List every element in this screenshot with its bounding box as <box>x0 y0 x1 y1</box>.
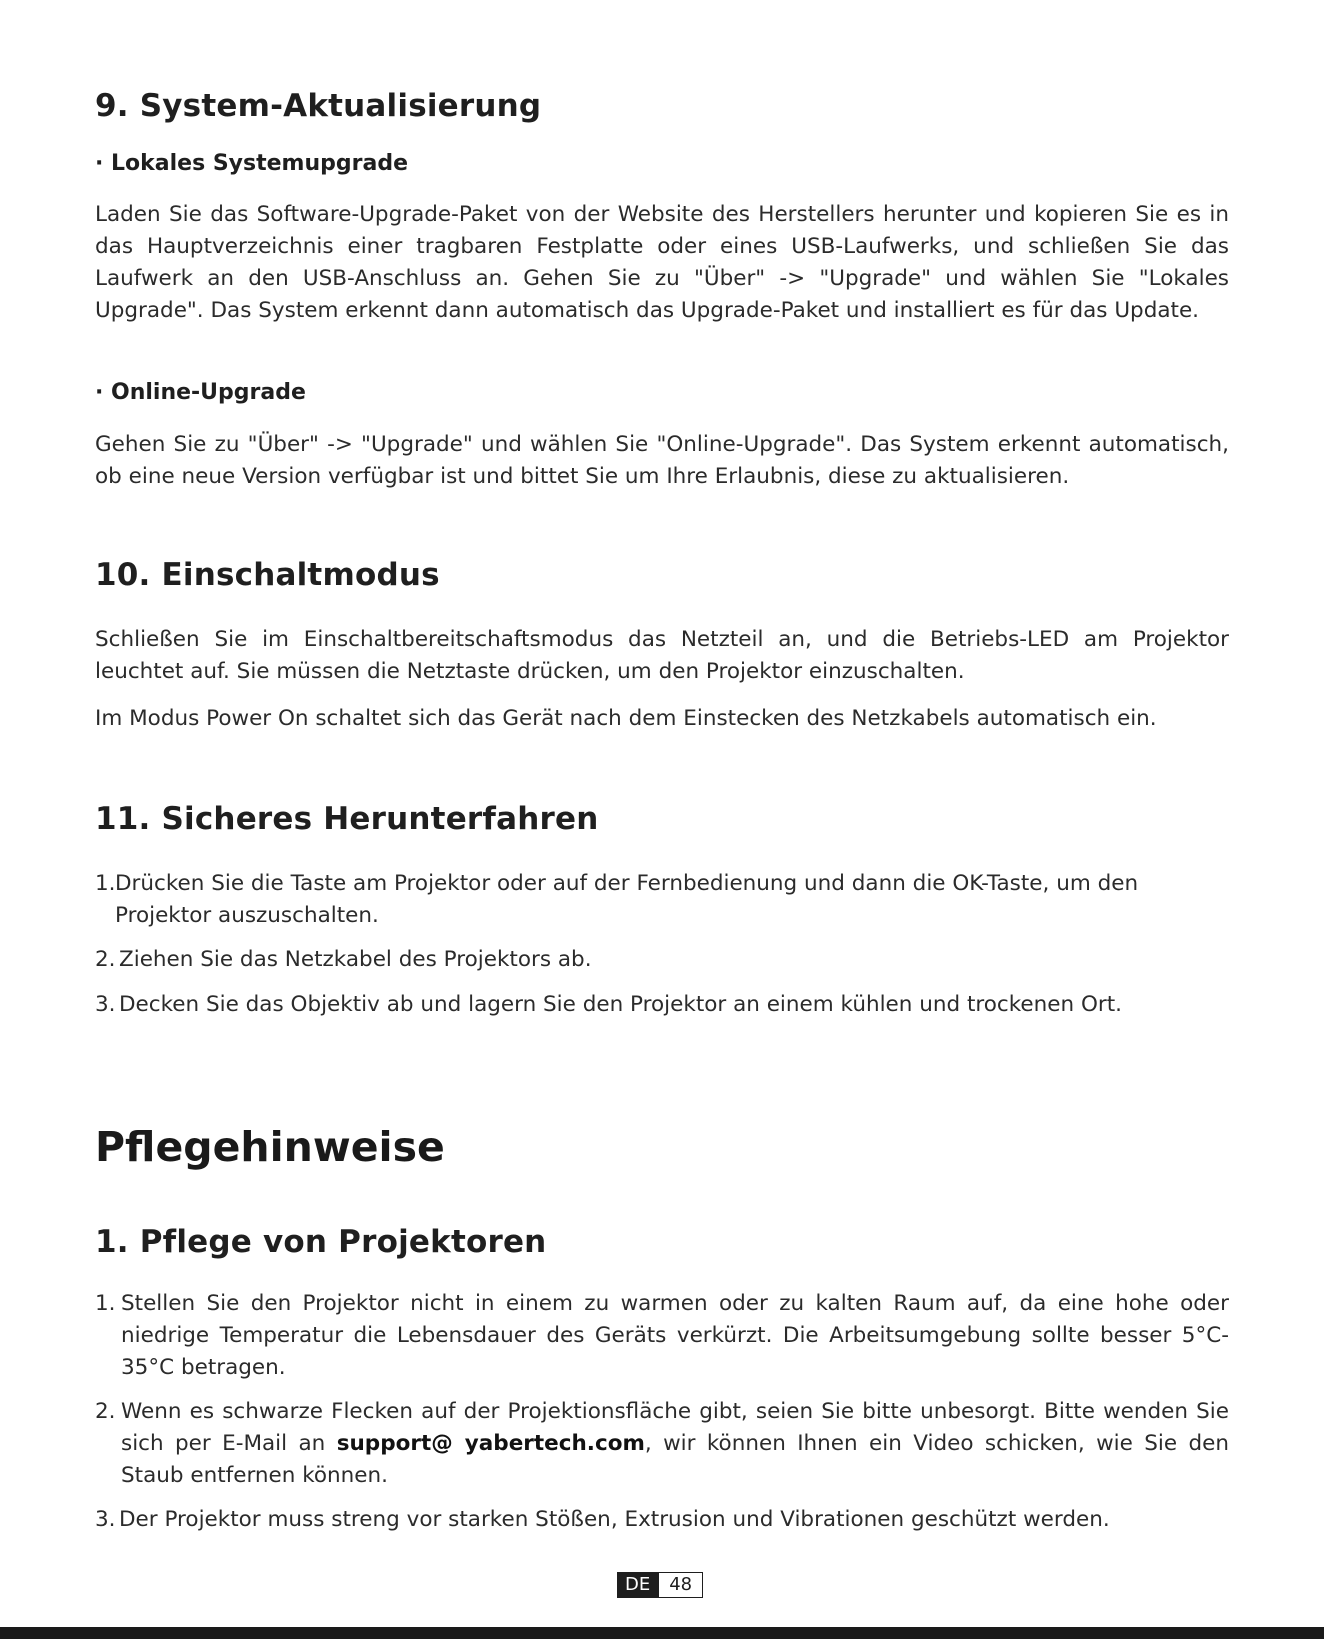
language-badge: DE <box>617 1572 658 1598</box>
power-mode-text-2: Im Modus Power On schaltet sich das Gerät nach dem Einstecken des Netzkabels automatisch ein. <box>95 706 1157 731</box>
bottom-border <box>0 1627 1324 1639</box>
list-item: 3. Decken Sie das Objektiv ab und lagern Sie den Projektor an einem kühlen und trockenen Ort. <box>95 992 1123 1017</box>
section-11-heading: 11. Sicheres Herunterfahren <box>95 801 599 837</box>
support-email-link[interactable]: support@ yabertech.com <box>336 1431 645 1456</box>
section-9-heading: 9. System-Aktualisierung <box>95 88 542 124</box>
list-item: 2. Ziehen Sie das Netzkabel des Projektors ab. <box>95 947 592 972</box>
local-upgrade-text: Laden Sie das Software-Upgrade-Paket von der Website des Herstellers herunter und kopieren Sie es in das Hauptverzeichnis einer tragbaren Festplatte oder eines USB-Laufwerks, und schließen Sie das Laufwerk an den USB-Anschluss an. Gehen Sie zu "Über" -> "Upgrade" und wählen Sie "Lokales Upgrade". Das System erkennt dann automatisch das Upgrade-Paket und installiert es für das Update. <box>95 202 1229 323</box>
page-number: 48 <box>658 1572 703 1598</box>
list-item: 1. Drücken Sie die Taste am Projektor oder auf der Fernbedienung und dann die OK-Taste, um den Projektor auszuschalten. <box>95 871 1139 928</box>
list-item: 2. Wenn es schwarze Flecken auf der Projektionsfläche gibt, seien Sie bitte unbesorgt. Bitte wenden Sie sich per E-Mail an support@ yabertech.com, wir können Ihnen ein Video schicken, wie Sie den Staub entfernen können. <box>95 1399 1229 1488</box>
local-upgrade-title: · Lokales Systemupgrade <box>95 151 409 176</box>
list-item: 3. Der Projektor muss streng vor starken Stößen, Extrusion und Vibrationen geschützt werden. <box>95 1507 1110 1532</box>
page-footer <box>617 1572 703 1598</box>
care-list <box>95 1288 1229 1536</box>
section-10-heading: 10. Einschaltmodus <box>95 557 440 593</box>
list-item: 1. Stellen Sie den Projektor nicht in einem zu warmen oder zu kalten Raum auf, da eine hohe oder niedrige Temperatur die Lebensdauer des Geräts verkürzt. Die Arbeitsumgebung sollte besser 5°C-35°C betragen. <box>95 1291 1229 1380</box>
care-heading: 1. Pflege von Projektoren <box>95 1224 547 1260</box>
online-upgrade-text: Gehen Sie zu "Über" -> "Upgrade" und wählen Sie "Online-Upgrade". Das System erkennt automatisch, ob eine neue Version verfügbar ist und bittet Sie um Ihre Erlaubnis, diese zu aktualisieren. <box>95 432 1229 489</box>
shutdown-list <box>95 868 1229 1021</box>
online-upgrade-title: · Online-Upgrade <box>95 380 306 405</box>
power-mode-text-1: Schließen Sie im Einschaltbereitschaftsmodus das Netzteil an, und die Betriebs-LED am Projektor leuchtet auf. Sie müssen die Netztaste drücken, um den Projektor einzuschalten. <box>95 627 1229 684</box>
care-title: Pflegehinweise <box>95 1123 445 1171</box>
